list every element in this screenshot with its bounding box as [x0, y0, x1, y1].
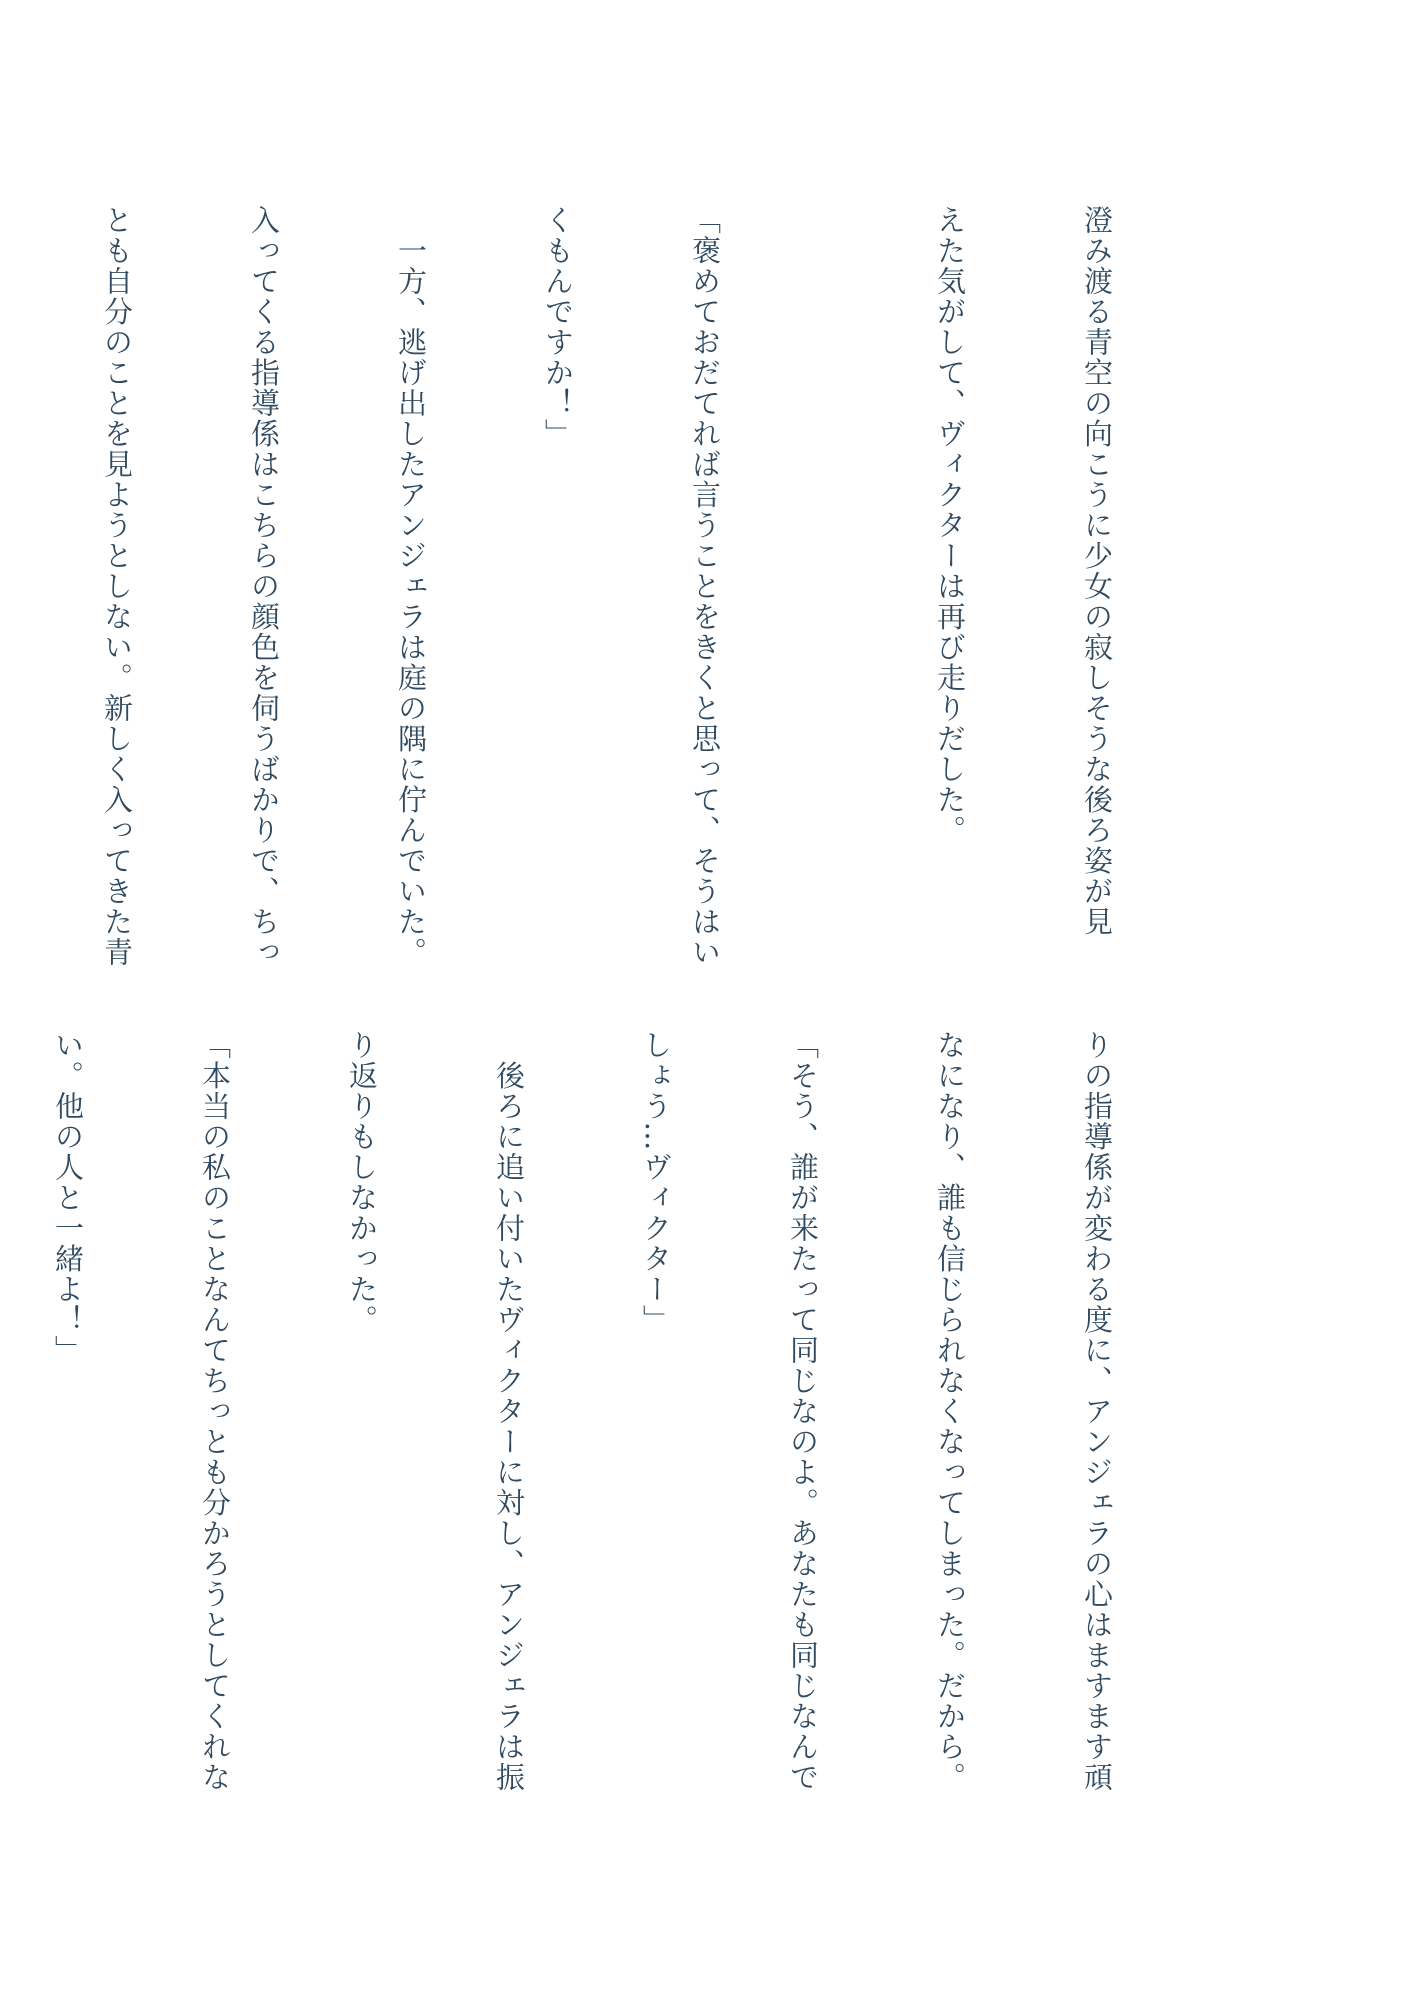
text-line: えた気がして、ヴィクターは再び走りだした。	[933, 205, 967, 846]
text-line: くもんですか！」	[541, 205, 575, 449]
text-line: りの指導係が変わる度に、アンジェラの心はますます頑	[1080, 1030, 1114, 1793]
text-line: 「本当の私のことなんてちっとも分かろうとしてくれな	[198, 1030, 232, 1793]
text-line: しょう…ヴィクター」	[639, 1030, 673, 1335]
text-line: 一方、逃げ出したアンジェラは庭の隅に佇んでいた。	[394, 205, 428, 968]
text-line: 「そう、誰が来たって同じなのよ。あなたも同じなんで	[786, 1030, 820, 1793]
text-line: なになり、誰も信じられなくなってしまった。だから。	[933, 1030, 967, 1793]
text-line: 「褒めておだてれば言うことをきくと思って、そうはい	[688, 205, 722, 968]
lower-text-block	[51, 1030, 1219, 1850]
text-line: い。他の人と一緒よ！」	[51, 1030, 85, 1366]
text-line: とも自分のことを見ようとしない。新しく入ってきた青	[100, 205, 134, 968]
text-line: 澄み渡る青空の向こうに少女の寂しそうな後ろ姿が見	[1080, 205, 1114, 937]
upper-text-block	[100, 205, 1219, 985]
text-line: 後ろに追い付いたヴィクターに対し、アンジェラは振	[492, 1030, 526, 1793]
text-line: 入ってくる指導係はこちらの顔色を伺うばかりで、ちっ	[247, 205, 281, 968]
text-line: り返りもしなかった。	[345, 1030, 379, 1335]
